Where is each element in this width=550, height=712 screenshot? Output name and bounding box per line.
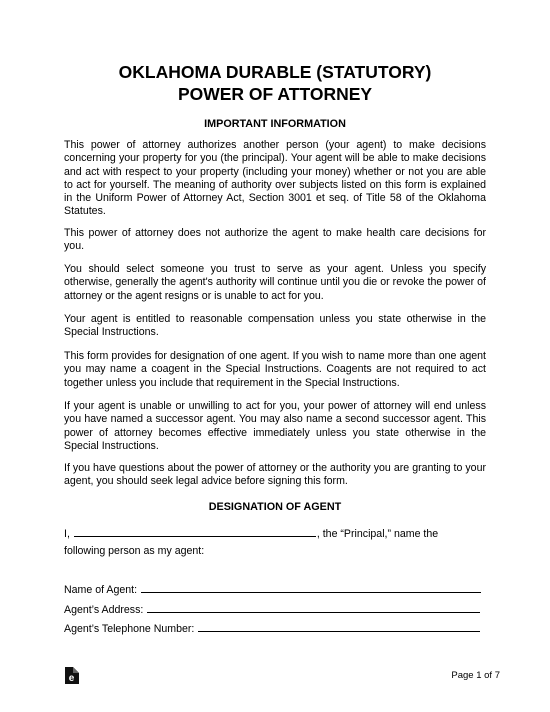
paragraph-legal-advice: If you have questions about the power of attorney or the authority you are granting to your agent, you should seek legal advice before signing this form. [64, 462, 486, 488]
eforms-e-logo-icon [63, 667, 79, 684]
principal-prefix: I, [64, 528, 70, 540]
page-number: Page 1 of 7 [451, 670, 500, 681]
agent-name-label: Name of Agent: [64, 584, 138, 596]
agent-address-field[interactable] [147, 602, 480, 613]
paragraph-authorization: This power of attorney authorizes another person (your agent) to make decisions concerning your property for you (the principal). Your agent will be able to make decisions and act with respect to your property (including your money) whether or not you are able to act for yourself. The meaning of authority over subjects listed on this form is explained in the Uniform Power of Attorney Act, Section 3001 et seq. of Title 58 of the Oklahoma Statutes. [64, 139, 486, 218]
document-title-line-2: POWER OF ATTORNEY [177, 84, 373, 104]
agent-address-row [64, 602, 481, 617]
svg-text:e: e [68, 673, 75, 684]
following-person-text: following person as my agent: [64, 545, 205, 557]
paragraph-compensation: Your agent is entitled to reasonable compensation unless you state otherwise in the Special Instructions. [64, 313, 486, 339]
paragraph-successor-agent: If your agent is unable or unwilling to act for you, your power of attorney will end unless you have named a successor agent. You may also name a second successor agent. This power of attorney becomes effective immediately unless you state otherwise in the Special Instructions. [64, 400, 486, 452]
paragraph-coagent: This form provides for designation of one agent. If you wish to name more than one agent you may name a coagent in the Special Instructions. Coagents are not required to act together unless you include that requirement in the Special Instructions. [64, 350, 486, 389]
agent-address-label: Agent’s Address: [64, 604, 144, 616]
paragraph-select-agent: You should select someone you trust to serve as your agent. Unless you specify otherwise, generally the agent's authority will continue until you die or revoke the power of attorney or the agent resigns or is unable to act for you. [64, 263, 486, 302]
agent-name-row [64, 582, 482, 597]
agent-phone-label: Agent’s Telephone Number: [64, 623, 195, 635]
agent-name-field[interactable] [141, 582, 481, 593]
principal-name-field[interactable] [74, 526, 316, 537]
principal-name-row [64, 526, 438, 541]
principal-suffix: , the “Principal,” name the [316, 528, 439, 540]
paragraph-health-care: This power of attorney does not authorize the agent to make health care decisions for you. [64, 227, 486, 253]
agent-phone-field[interactable] [198, 621, 480, 632]
document-title-line-1: OKLAHOMA DURABLE (STATUTORY) [118, 62, 432, 82]
agent-phone-row [64, 621, 481, 636]
important-information-heading: IMPORTANT INFORMATION [204, 118, 346, 130]
designation-of-agent-heading: DESIGNATION OF AGENT [208, 501, 342, 513]
